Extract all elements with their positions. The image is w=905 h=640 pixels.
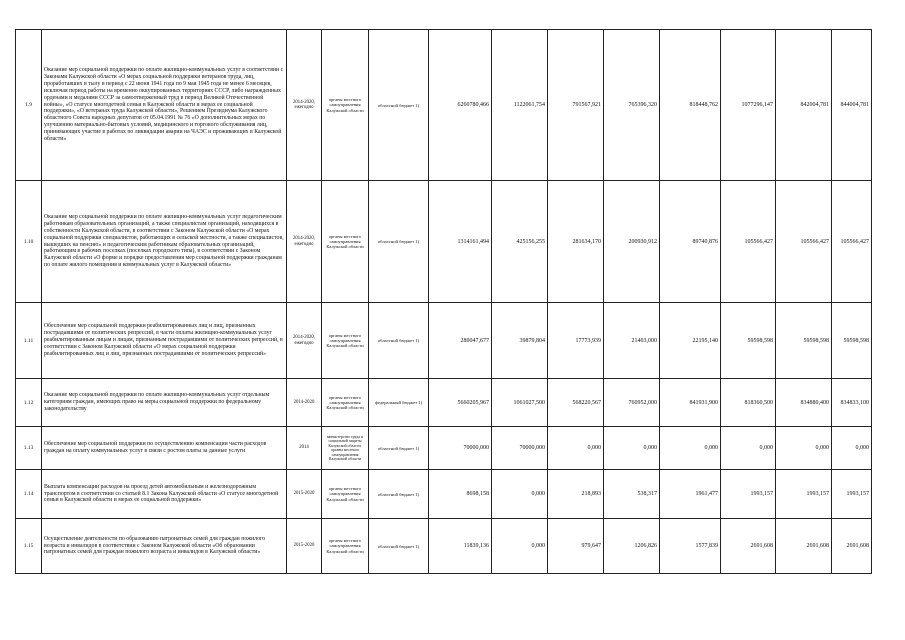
row-number: 1.9 <box>16 30 42 181</box>
implementation-period: 2014-2020, ежегодно <box>287 303 322 379</box>
row-number: 1.13 <box>16 427 42 470</box>
amount-2018: 105566,427 <box>721 181 776 303</box>
amount-total: 5660205,967 <box>429 379 492 427</box>
implementation-period: 2014-2020, ежегодно <box>287 30 322 181</box>
amount-total: 8698,158 <box>429 470 492 519</box>
amount-total: 280047,677 <box>429 303 492 379</box>
amount-2014: 425156,255 <box>492 181 548 303</box>
implementation-period: 2015-2020 <box>287 470 322 519</box>
funding-source: областной бюджет 1) <box>369 181 429 303</box>
implementation-period: 2015-2020 <box>287 519 322 574</box>
table-row <box>16 30 872 181</box>
amount-2017: 22195,140 <box>660 303 721 379</box>
measure-description: Осуществление деятельности по образованию патронатных семей для граждан пожилого возраста и инвалидов в соответствии с Законом Калужской области «Об образовании патронатных семей для граждан пожилого возраста и инвалидов в Калужской области» <box>42 519 287 574</box>
amount-2018: 1077296,147 <box>721 30 776 181</box>
amount-2019: 0,000 <box>776 427 832 470</box>
amount-2018: 2691,608 <box>721 519 776 574</box>
table-row <box>16 519 872 574</box>
amount-2017: 89740,876 <box>660 181 721 303</box>
amount-2020: 1993,157 <box>832 470 872 519</box>
row-number: 1.11 <box>16 303 42 379</box>
amount-2016: 1206,826 <box>604 519 660 574</box>
amount-2014: 39879,804 <box>492 303 548 379</box>
row-number: 1.15 <box>16 519 42 574</box>
row-number: 1.14 <box>16 470 42 519</box>
amount-2016: 538,317 <box>604 470 660 519</box>
amount-2019: 2691,608 <box>776 519 832 574</box>
measure-description: Оказание мер социальной поддержки по оплате жилищно-коммунальных услуг педагогическим работникам образовательных организаций, а также специалистам организаций, находящихся в собственности Калужской области, в соответствии с Законом Калужской области «О мерах социальной поддержки специалистов, работающих в сельской местности, а также специалистов, вышедших на пенсию» и педагогическим работникам образовательных организаций, работающим в рабочих поселках (поселках городского типа), в соответствии с Законом Калужской области «О форме и порядке предоставления мер социальной поддержки гражданам по оплате жилого помещения и коммунальных услуг в Калужской области» <box>42 181 287 303</box>
row-number: 1.10 <box>16 181 42 303</box>
amount-2015: 0,000 <box>548 427 604 470</box>
amount-total: 6260780,466 <box>429 30 492 181</box>
amount-total: 1314161,494 <box>429 181 492 303</box>
program-measures-table <box>15 29 872 574</box>
measure-description: Выплата компенсации расходов на проезд детей автомобильным и железнодорожным транспортом в соответствии со статьей 8.1 Закона Калужской области «О статусе многодетной семьи в Калужской области и мерах ее социальной поддержки» <box>42 470 287 519</box>
executor: органы местного самоуправления Калужской области <box>322 379 369 427</box>
amount-2019: 1993,157 <box>776 470 832 519</box>
amount-2015: 568220,567 <box>548 379 604 427</box>
amount-2015: 17773,939 <box>548 303 604 379</box>
amount-2017: 841931,900 <box>660 379 721 427</box>
implementation-period: 2014-2020, ежегодно <box>287 181 322 303</box>
measure-description: Обеспечение мер социальной поддержки реабилитированных лиц и лиц, признанных пострадавшими от политических репрессий, в части оплаты жилищно-коммунальных услуг реабилитированным лицам и лицам, признанным пострадавшими от политических репрессий, в соответствии с Законом Калужской области «О мерах социальной поддержки реабилитированных лиц и лиц, признанных пострадавшими от политических репрессий» <box>42 303 287 379</box>
amount-2017: 818448,762 <box>660 30 721 181</box>
executor: министерство труда и социальной защиты Калужской области; органы местного самоуправления Калужской области <box>322 427 369 470</box>
amount-2014: 1122061,754 <box>492 30 548 181</box>
amount-2020: 59598,598 <box>832 303 872 379</box>
amount-2014: 70000,000 <box>492 427 548 470</box>
funding-source: областной бюджет 1) <box>369 30 429 181</box>
executor: органы местного самоуправления Калужской области <box>322 181 369 303</box>
amount-total: 70000,000 <box>429 427 492 470</box>
implementation-period: 2014 <box>287 427 322 470</box>
amount-2016: 200930,912 <box>604 181 660 303</box>
amount-2016: 760952,000 <box>604 379 660 427</box>
implementation-period: 2014-2020 <box>287 379 322 427</box>
amount-2019: 105566,427 <box>776 181 832 303</box>
amount-2015: 281634,170 <box>548 181 604 303</box>
measure-description: Обеспечение мер социальной поддержки по осуществлению компенсации части расходов граждан на оплату коммунальных услуг в связи с ростом платы за данные услуги <box>42 427 287 470</box>
measure-description: Оказание мер социальной поддержки по оплате жилищно-коммунальных услуг в соответствии с Законами Калужской области «О мерах социальной поддержки ветеранов труда, лиц, проработавших в тылу в период с 22 июня 1941 года по 9 мая 1945 года не менее 6 месяцев, исключая период работы на временно оккупированных территориях СССР, либо награжденных орденами и медалями СССР за самоотверженный труд в период Великой Отечественной войны», «О статусе многодетной семьи в Калужской области и мерах ее социальной поддержки», «О ветеранах труда Калужской области», Решением Президиума Калужского областного Совета народных депутатов от 05.04.1991 № 76 «О дополнительных мерах по улучшению материально-бытовых условий, медицинского и торгового обслуживания лиц, принимающих участие в работах по ликвидации аварии на ЧАЭС и проживающих в Калужской области» <box>42 30 287 181</box>
amount-2019: 59598,598 <box>776 303 832 379</box>
amount-2017: 1577,839 <box>660 519 721 574</box>
table-row <box>16 379 872 427</box>
amount-2014: 0,000 <box>492 519 548 574</box>
funding-source: областной бюджет 1) <box>369 470 429 519</box>
amount-2020: 0,000 <box>832 427 872 470</box>
amount-2017: 0,000 <box>660 427 721 470</box>
amount-2020: 2691,608 <box>832 519 872 574</box>
amount-2015: 979,647 <box>548 519 604 574</box>
amount-2017: 1961,477 <box>660 470 721 519</box>
table-row <box>16 470 872 519</box>
funding-source: федеральный бюджет 1) <box>369 379 429 427</box>
table-body <box>16 30 872 574</box>
funding-source: областной бюджет 1) <box>369 303 429 379</box>
amount-2020: 844004,781 <box>832 30 872 181</box>
funding-source: областной бюджет 1) <box>369 427 429 470</box>
amount-2019: 842004,781 <box>776 30 832 181</box>
amount-2018: 818360,500 <box>721 379 776 427</box>
executor: органы местного самоуправления Калужской области <box>322 30 369 181</box>
amount-2015: 218,893 <box>548 470 604 519</box>
amount-2015: 791567,921 <box>548 30 604 181</box>
table-row <box>16 181 872 303</box>
executor: органы местного самоуправления Калужской области <box>322 519 369 574</box>
amount-2020: 834833,100 <box>832 379 872 427</box>
row-number: 1.12 <box>16 379 42 427</box>
amount-total: 11839,136 <box>429 519 492 574</box>
amount-2020: 105566,427 <box>832 181 872 303</box>
amount-2019: 834880,400 <box>776 379 832 427</box>
amount-2018: 59598,598 <box>721 303 776 379</box>
executor: органы местного самоуправления Калужской области <box>322 303 369 379</box>
measure-description: Оказание мер социальной поддержки по оплате жилищно-коммунальных услуг отдельным категориям граждан, имеющих право на меры социальной поддержки по федеральному законодательству <box>42 379 287 427</box>
amount-2016: 0,000 <box>604 427 660 470</box>
funding-source: областной бюджет 1) <box>369 519 429 574</box>
amount-2014: 1061027,500 <box>492 379 548 427</box>
amount-2018: 1993,157 <box>721 470 776 519</box>
amount-2016: 765396,320 <box>604 30 660 181</box>
executor: органы местного самоуправления Калужской области <box>322 470 369 519</box>
table-row <box>16 427 872 470</box>
amount-2016: 21403,000 <box>604 303 660 379</box>
table-row <box>16 303 872 379</box>
amount-2014: 0,000 <box>492 470 548 519</box>
amount-2018: 0,000 <box>721 427 776 470</box>
